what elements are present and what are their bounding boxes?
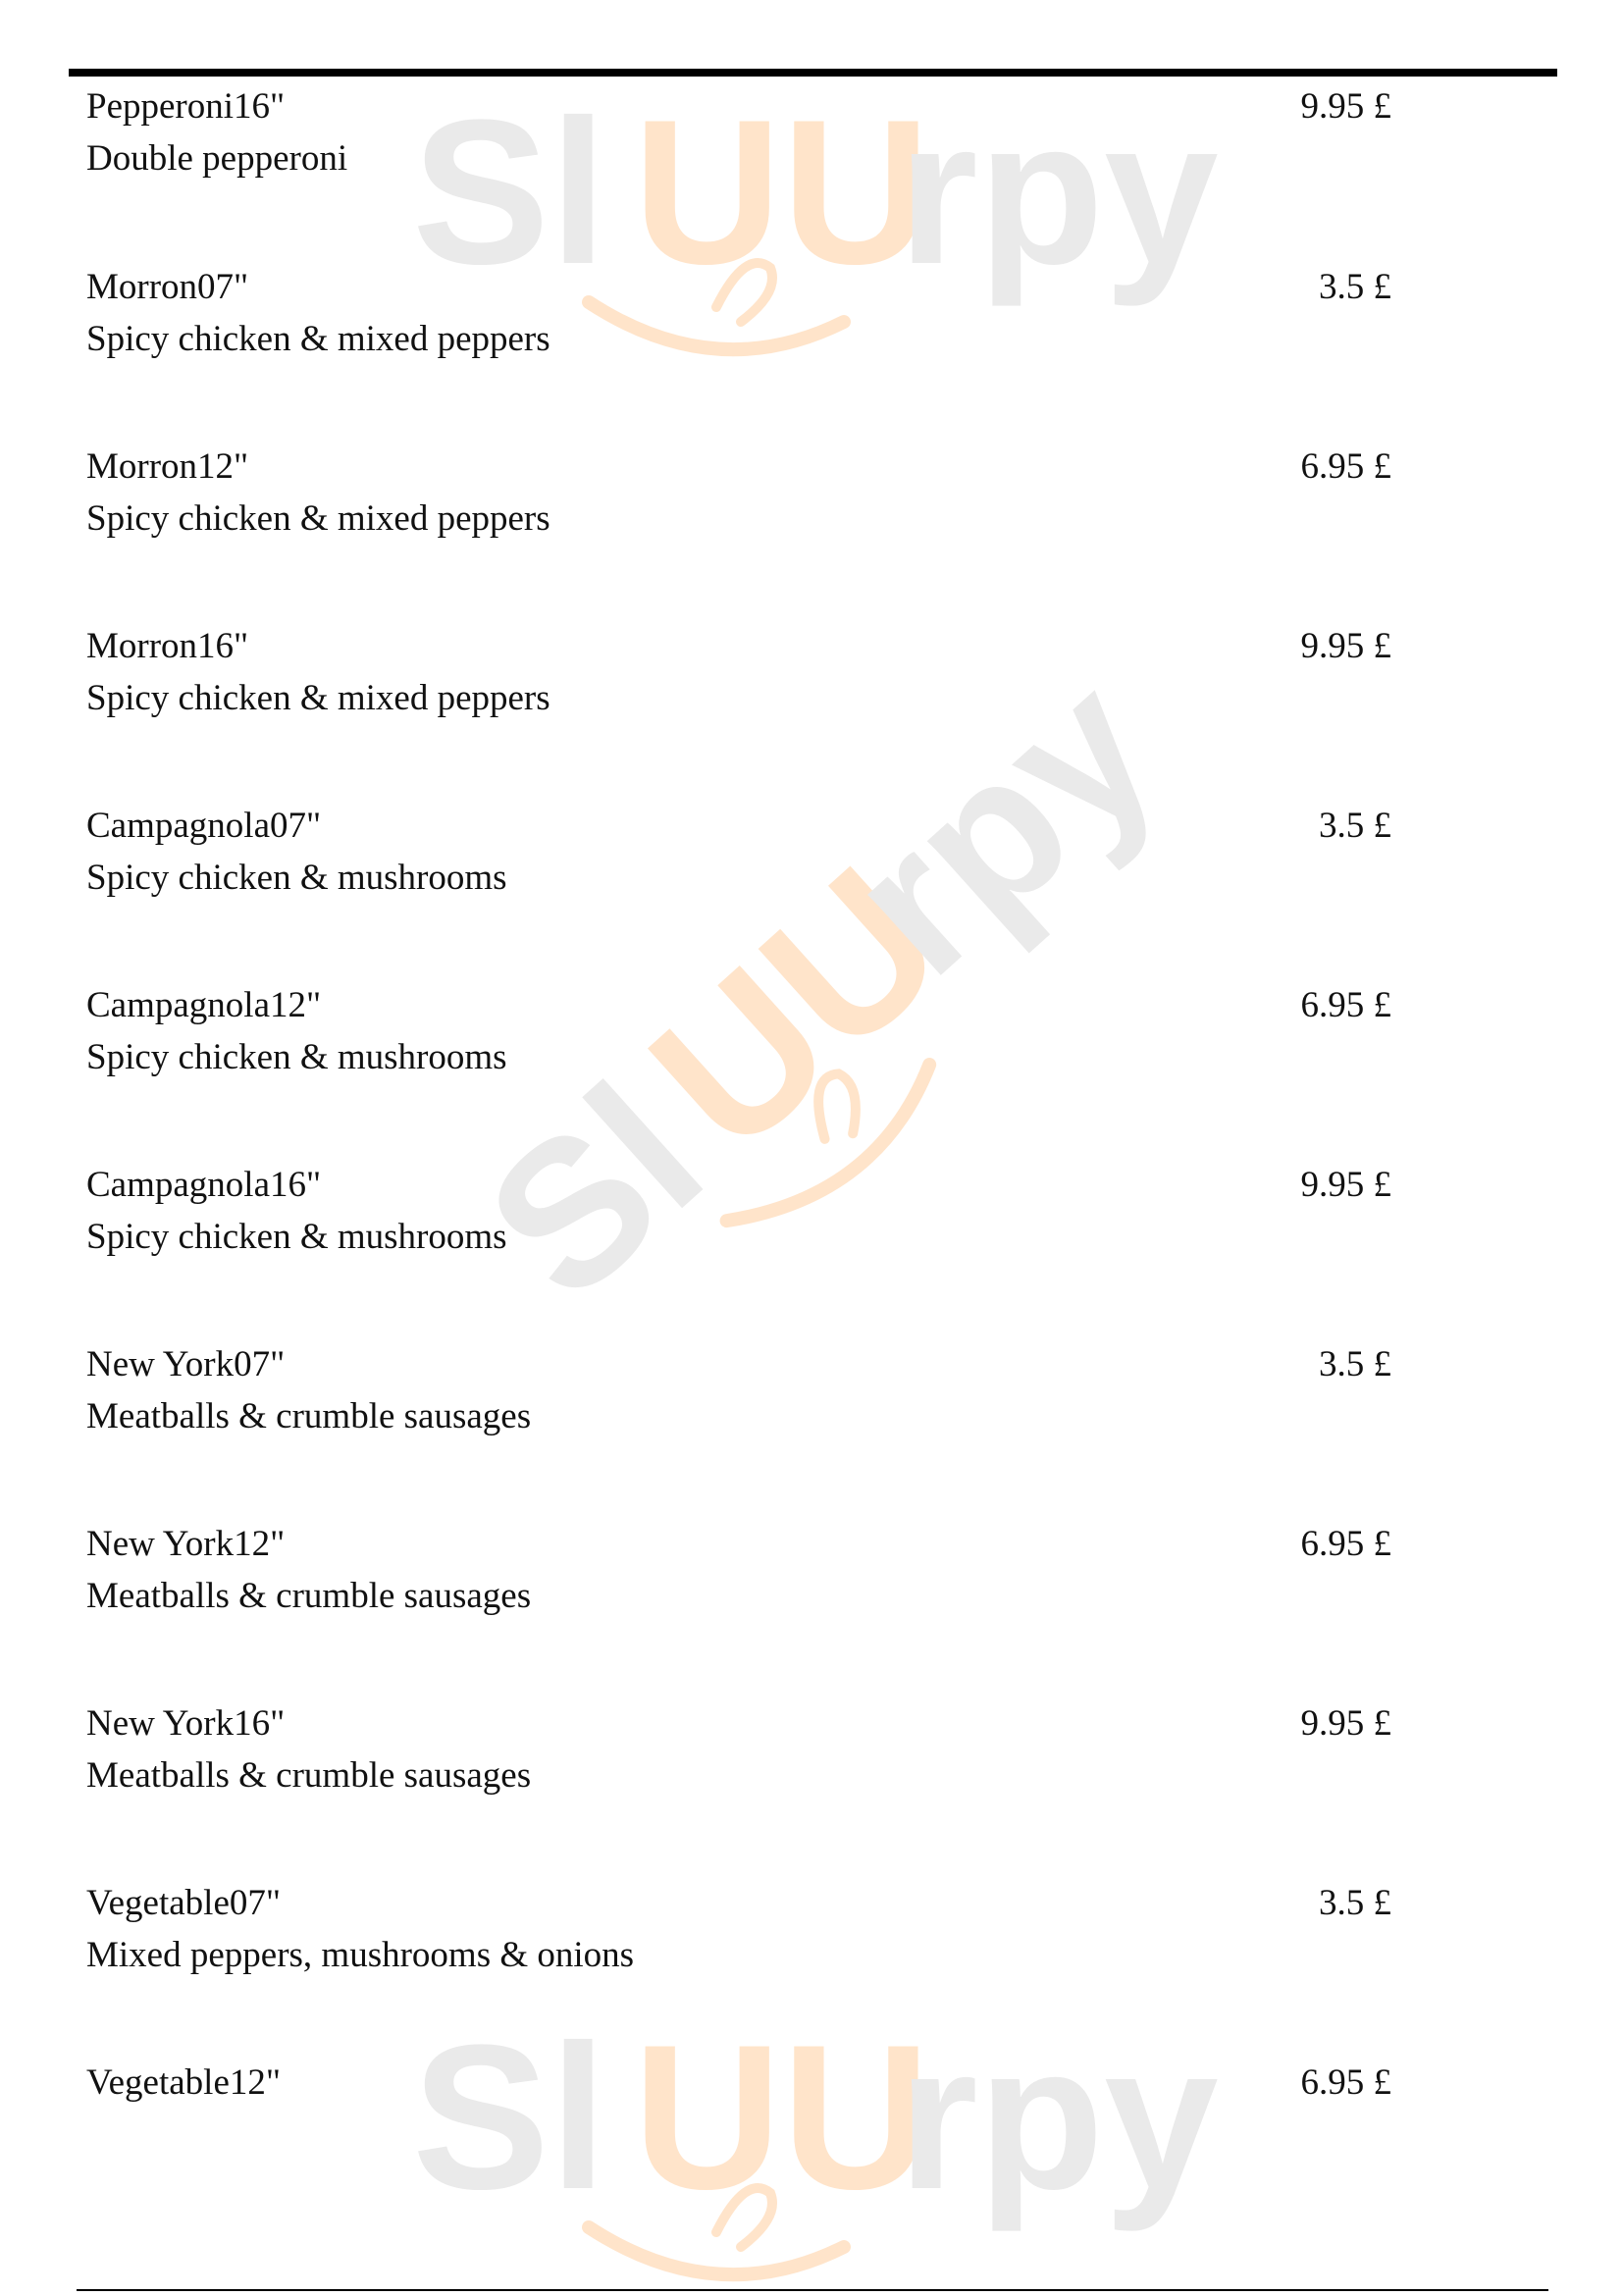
item-name: Campagnola16" — [86, 1165, 322, 1205]
item-name: Campagnola12" — [86, 985, 322, 1025]
menu-item — [86, 979, 1391, 1083]
item-price: 9.95 £ — [1300, 86, 1391, 127]
menu-item — [86, 2057, 1391, 2109]
menu-item — [86, 1697, 1391, 1801]
item-description: Meatballs & crumble sausages — [86, 1576, 532, 1616]
watermark-text-uu: UU — [608, 824, 984, 1195]
watermark-text-sl: Sl — [412, 77, 607, 307]
item-price: 3.5 £ — [1319, 806, 1391, 846]
item-description: Double pepperoni — [86, 138, 348, 179]
item-name: Morron12" — [86, 446, 249, 487]
item-description: Meatballs & crumble sausages — [86, 1396, 532, 1436]
item-description: Spicy chicken & mixed peppers — [86, 678, 550, 718]
item-name: Morron16" — [86, 626, 249, 666]
item-name: New York16" — [86, 1703, 286, 1744]
item-price: 6.95 £ — [1300, 1524, 1391, 1564]
item-description: Spicy chicken & mushrooms — [86, 858, 507, 898]
menu-item — [86, 80, 1391, 184]
item-price: 9.95 £ — [1300, 1165, 1391, 1205]
menu-item — [86, 620, 1391, 724]
menu-item — [86, 261, 1391, 365]
item-price: 9.95 £ — [1300, 1703, 1391, 1744]
item-description: Spicy chicken & mushrooms — [86, 1217, 507, 1257]
item-price: 6.95 £ — [1300, 2062, 1391, 2103]
menu-item — [86, 441, 1391, 545]
item-name: Vegetable12" — [86, 2062, 281, 2103]
watermark-text-uu: UU — [633, 2002, 931, 2232]
item-name: New York07" — [86, 1344, 286, 1384]
menu-item — [86, 1159, 1391, 1263]
watermark-text-sl: Sl — [412, 2002, 607, 2232]
item-name: Morron07" — [86, 267, 249, 307]
item-name: New York12" — [86, 1524, 286, 1564]
menu-item — [86, 1877, 1391, 1981]
item-price: 3.5 £ — [1319, 1344, 1391, 1384]
menu-item — [86, 800, 1391, 904]
watermark-text-rpy: rpy — [805, 631, 1198, 1018]
item-price: 6.95 £ — [1300, 446, 1391, 487]
item-name: Campagnola07" — [86, 806, 322, 846]
watermark-text-rpy: rpy — [898, 2002, 1219, 2232]
item-price: 3.5 £ — [1319, 267, 1391, 307]
item-description: Mixed peppers, mushrooms & onions — [86, 1935, 635, 1975]
item-price: 6.95 £ — [1300, 985, 1391, 1025]
item-description: Spicy chicken & mixed peppers — [86, 319, 550, 359]
item-price: 3.5 £ — [1319, 1883, 1391, 1923]
menu-item — [86, 1518, 1391, 1622]
watermark-text-sl: Sl — [444, 1040, 744, 1343]
item-description: Meatballs & crumble sausages — [86, 1755, 532, 1796]
item-description: Spicy chicken & mixed peppers — [86, 498, 550, 539]
item-price: 9.95 £ — [1300, 626, 1391, 666]
item-name: Pepperoni16" — [86, 86, 286, 127]
item-name: Vegetable07" — [86, 1883, 281, 1923]
watermark-text-rpy: rpy — [898, 77, 1219, 307]
menu-item — [86, 1338, 1391, 1442]
watermark-text-uu: UU — [633, 77, 931, 307]
item-description: Spicy chicken & mushrooms — [86, 1037, 507, 1077]
